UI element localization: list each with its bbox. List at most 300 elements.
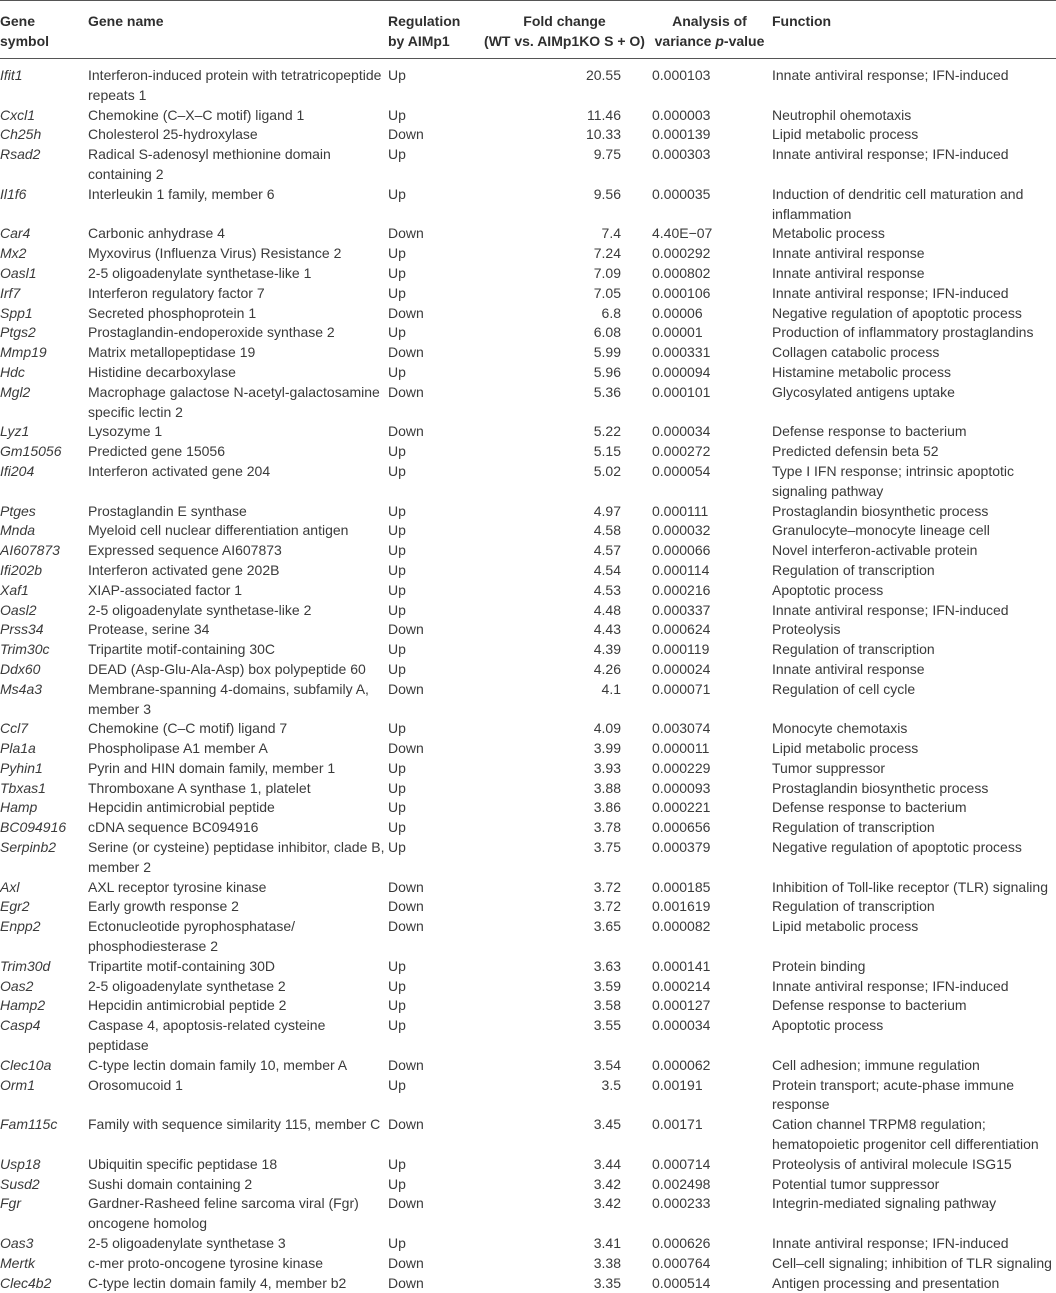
function-cell: Induction of dendritic cell maturation and inflammation xyxy=(770,185,1056,225)
p-value-cell: 0.00171 xyxy=(649,1115,770,1155)
gene-symbol-cell: BC094916 xyxy=(0,818,87,838)
regulation-cell: Up xyxy=(388,264,480,284)
gene-symbol-cell: Ccl7 xyxy=(0,719,87,739)
p-value-cell: 0.000626 xyxy=(649,1234,770,1254)
table-row xyxy=(0,739,1056,759)
table-row xyxy=(0,759,1056,779)
fold-change-cell: 3.59 xyxy=(480,977,649,997)
fold-change-cell: 6.8 xyxy=(480,304,649,324)
table-row xyxy=(0,601,1056,621)
fold-change-cell: 5.99 xyxy=(480,343,649,363)
function-cell: Regulation of cell cycle xyxy=(770,680,1056,720)
regulation-cell: Up xyxy=(388,601,480,621)
regulation-cell: Up xyxy=(388,323,480,343)
function-cell: Innate antiviral response xyxy=(770,244,1056,264)
header-anova-p-value: Analysis of variance p-value xyxy=(649,1,770,59)
function-cell: Innate antiviral response; IFN-induced xyxy=(770,145,1056,185)
gene-symbol-cell: Ifit1 xyxy=(0,59,87,106)
gene-symbol-cell: AI607873 xyxy=(0,541,87,561)
gene-name-cell: Interferon activated gene 202B xyxy=(87,561,388,581)
p-value-cell: 0.000062 xyxy=(649,1056,770,1076)
fold-change-cell: 4.57 xyxy=(480,541,649,561)
function-cell: Innate antiviral response xyxy=(770,264,1056,284)
gene-name-cell: Tripartite motif-containing 30D xyxy=(87,957,388,977)
gene-name-cell: Predicted gene 15056 xyxy=(87,442,388,462)
gene-symbol-cell: Susd2 xyxy=(0,1175,87,1195)
p-value-cell: 0.000034 xyxy=(649,422,770,442)
table-row xyxy=(0,185,1056,225)
fold-change-cell: 3.42 xyxy=(480,1194,649,1234)
table-row xyxy=(0,917,1056,957)
p-value-cell: 0.000127 xyxy=(649,996,770,1016)
p-value-cell: 0.000292 xyxy=(649,244,770,264)
p-value-cell: 0.000106 xyxy=(649,284,770,304)
gene-symbol-cell: Irf7 xyxy=(0,284,87,304)
gene-symbol-cell: Trim30c xyxy=(0,640,87,660)
regulation-cell: Down xyxy=(388,125,480,145)
regulation-cell: Up xyxy=(388,1155,480,1175)
gene-name-cell: c-mer proto-oncogene tyrosine kinase xyxy=(87,1254,388,1274)
p-value-cell: 0.000071 xyxy=(649,680,770,720)
function-cell: Integrin-mediated signaling pathway xyxy=(770,1194,1056,1234)
gene-name-cell: Interferon-induced protein with tetratricopeptide repeats 1 xyxy=(87,59,388,106)
gene-symbol-cell: Pla1a xyxy=(0,739,87,759)
gene-symbol-cell: Usp18 xyxy=(0,1155,87,1175)
regulation-cell: Up xyxy=(388,1016,480,1056)
gene-name-cell: Ubiquitin specific peptidase 18 xyxy=(87,1155,388,1175)
function-cell: Granulocyte–monocyte lineage cell xyxy=(770,521,1056,541)
regulation-cell: Up xyxy=(388,957,480,977)
table-row xyxy=(0,343,1056,363)
fold-change-cell: 3.72 xyxy=(480,878,649,898)
fold-change-cell: 3.38 xyxy=(480,1254,649,1274)
table-row xyxy=(0,581,1056,601)
fold-change-cell: 3.75 xyxy=(480,838,649,878)
regulation-cell: Up xyxy=(388,1175,480,1195)
table-row xyxy=(0,1016,1056,1056)
p-value-cell: 0.003074 xyxy=(649,719,770,739)
regulation-cell: Up xyxy=(388,798,480,818)
p-value-cell: 0.000093 xyxy=(649,779,770,799)
fold-change-cell: 9.56 xyxy=(480,185,649,225)
function-cell: Tumor suppressor xyxy=(770,759,1056,779)
p-value-cell: 0.000094 xyxy=(649,363,770,383)
gene-symbol-cell: Axl xyxy=(0,878,87,898)
gene-name-cell: Phospholipase A1 member A xyxy=(87,739,388,759)
table-row xyxy=(0,244,1056,264)
function-cell: Regulation of transcription xyxy=(770,640,1056,660)
gene-name-cell: C-type lectin domain family 4, member b2 xyxy=(87,1274,388,1293)
function-cell: Innate antiviral response; IFN-induced xyxy=(770,284,1056,304)
gene-symbol-cell: Gm15056 xyxy=(0,442,87,462)
function-cell: Neutrophil ohemotaxis xyxy=(770,106,1056,126)
gene-name-cell: Orosomucoid 1 xyxy=(87,1076,388,1116)
fold-change-cell: 4.48 xyxy=(480,601,649,621)
p-value-cell: 0.000082 xyxy=(649,917,770,957)
gene-name-cell: Family with sequence similarity 115, member C xyxy=(87,1115,388,1155)
gene-name-cell: Serine (or cysteine) peptidase inhibitor, clade B, member 2 xyxy=(87,838,388,878)
gene-name-cell: Pyrin and HIN domain family, member 1 xyxy=(87,759,388,779)
header-function: Function xyxy=(770,1,1056,59)
gene-symbol-cell: Prss34 xyxy=(0,620,87,640)
regulation-cell: Up xyxy=(388,818,480,838)
fold-change-cell: 3.65 xyxy=(480,917,649,957)
table-row xyxy=(0,106,1056,126)
fold-change-cell: 3.54 xyxy=(480,1056,649,1076)
gene-name-cell: Hepcidin antimicrobial peptide 2 xyxy=(87,996,388,1016)
gene-symbol-cell: Hamp xyxy=(0,798,87,818)
table-header xyxy=(0,1,1056,59)
regulation-cell: Down xyxy=(388,304,480,324)
gene-name-cell: Myxovirus (Influenza Virus) Resistance 2 xyxy=(87,244,388,264)
regulation-cell: Up xyxy=(388,502,480,522)
p-value-cell: 0.000514 xyxy=(649,1274,770,1293)
function-cell: Defense response to bacterium xyxy=(770,996,1056,1016)
gene-name-cell: Early growth response 2 xyxy=(87,897,388,917)
regulation-cell: Down xyxy=(388,1254,480,1274)
gene-symbol-cell: Mx2 xyxy=(0,244,87,264)
fold-change-cell: 7.09 xyxy=(480,264,649,284)
table-row xyxy=(0,284,1056,304)
table-row xyxy=(0,719,1056,739)
gene-name-cell: Interferon activated gene 204 xyxy=(87,462,388,502)
gene-name-cell: XIAP-associated factor 1 xyxy=(87,581,388,601)
regulation-cell: Down xyxy=(388,917,480,957)
table-row xyxy=(0,1194,1056,1234)
gene-name-cell: Cholesterol 25-hydroxylase xyxy=(87,125,388,145)
p-value-cell: 0.000139 xyxy=(649,125,770,145)
function-cell: Apoptotic process xyxy=(770,581,1056,601)
p-value-cell: 0.000119 xyxy=(649,640,770,660)
gene-name-cell: Myeloid cell nuclear differentiation antigen xyxy=(87,521,388,541)
gene-name-cell: AXL receptor tyrosine kinase xyxy=(87,878,388,898)
regulation-cell: Down xyxy=(388,422,480,442)
regulation-cell: Up xyxy=(388,541,480,561)
p-value-cell: 0.000229 xyxy=(649,759,770,779)
fold-change-cell: 3.45 xyxy=(480,1115,649,1155)
fold-change-cell: 7.24 xyxy=(480,244,649,264)
regulation-cell: Up xyxy=(388,462,480,502)
fold-change-cell: 3.42 xyxy=(480,1175,649,1195)
p-value-cell: 0.000024 xyxy=(649,660,770,680)
function-cell: Metabolic process xyxy=(770,224,1056,244)
p-value-cell: 0.00001 xyxy=(649,323,770,343)
function-cell: Prostaglandin biosynthetic process xyxy=(770,779,1056,799)
p-value-cell: 0.000764 xyxy=(649,1254,770,1274)
p-value-cell: 0.000101 xyxy=(649,383,770,423)
fold-change-cell: 5.36 xyxy=(480,383,649,423)
function-cell: Defense response to bacterium xyxy=(770,422,1056,442)
table-row xyxy=(0,521,1056,541)
function-cell: Type I IFN response; intrinsic apoptotic signaling pathway xyxy=(770,462,1056,502)
function-cell: Regulation of transcription xyxy=(770,818,1056,838)
table-row xyxy=(0,1115,1056,1155)
gene-name-cell: Secreted phosphoprotein 1 xyxy=(87,304,388,324)
gene-name-cell: 2-5 oligoadenylate synthetase 2 xyxy=(87,977,388,997)
gene-symbol-cell: Casp4 xyxy=(0,1016,87,1056)
fold-change-cell: 4.43 xyxy=(480,620,649,640)
table-row xyxy=(0,640,1056,660)
fold-change-cell: 3.55 xyxy=(480,1016,649,1056)
regulation-cell: Up xyxy=(388,442,480,462)
table-row xyxy=(0,264,1056,284)
regulation-cell: Up xyxy=(388,1076,480,1116)
function-cell: Cell adhesion; immune regulation xyxy=(770,1056,1056,1076)
p-value-cell: 0.000185 xyxy=(649,878,770,898)
p-value-cell: 0.000103 xyxy=(649,59,770,106)
function-cell: Protein binding xyxy=(770,957,1056,977)
gene-name-cell: 2-5 oligoadenylate synthetase-like 2 xyxy=(87,601,388,621)
table-row xyxy=(0,897,1056,917)
table-row xyxy=(0,1234,1056,1254)
table-row xyxy=(0,957,1056,977)
fold-change-cell: 11.46 xyxy=(480,106,649,126)
p-value-cell: 0.000114 xyxy=(649,561,770,581)
gene-symbol-cell: Hdc xyxy=(0,363,87,383)
p-value-cell: 0.000379 xyxy=(649,838,770,878)
gene-name-cell: Sushi domain containing 2 xyxy=(87,1175,388,1195)
p-value-cell: 0.000003 xyxy=(649,106,770,126)
gene-symbol-cell: Pyhin1 xyxy=(0,759,87,779)
p-value-cell: 0.00006 xyxy=(649,304,770,324)
p-value-cell: 0.000331 xyxy=(649,343,770,363)
header-regulation: Regulation by AIMp1 xyxy=(388,1,480,59)
gene-name-cell: Membrane-spanning 4-domains, subfamily A, member 3 xyxy=(87,680,388,720)
regulation-cell: Up xyxy=(388,838,480,878)
table-row xyxy=(0,838,1056,878)
table-row xyxy=(0,680,1056,720)
gene-symbol-cell: Oas3 xyxy=(0,1234,87,1254)
regulation-cell: Up xyxy=(388,640,480,660)
regulation-cell: Down xyxy=(388,1194,480,1234)
gene-symbol-cell: Ch25h xyxy=(0,125,87,145)
table-row xyxy=(0,59,1056,106)
gene-name-cell: Macrophage galactose N-acetyl-galactosamine specific lectin 2 xyxy=(87,383,388,423)
regulation-cell: Down xyxy=(388,224,480,244)
regulation-cell: Up xyxy=(388,59,480,106)
gene-symbol-cell: Tbxas1 xyxy=(0,779,87,799)
gene-symbol-cell: Ptges xyxy=(0,502,87,522)
table-row xyxy=(0,541,1056,561)
fold-change-cell: 3.78 xyxy=(480,818,649,838)
fold-change-cell: 6.08 xyxy=(480,323,649,343)
table-row xyxy=(0,561,1056,581)
table-row xyxy=(0,224,1056,244)
gene-symbol-cell: Oasl1 xyxy=(0,264,87,284)
table-row xyxy=(0,1254,1056,1274)
header-gene-symbol: Gene symbol xyxy=(0,1,87,59)
regulation-cell: Up xyxy=(388,759,480,779)
p-value-cell: 0.000656 xyxy=(649,818,770,838)
gene-symbol-cell: Spp1 xyxy=(0,304,87,324)
fold-change-cell: 4.26 xyxy=(480,660,649,680)
fold-change-cell: 3.5 xyxy=(480,1076,649,1116)
table-row xyxy=(0,1175,1056,1195)
fold-change-cell: 3.35 xyxy=(480,1274,649,1293)
table-row xyxy=(0,1274,1056,1293)
gene-name-cell: cDNA sequence BC094916 xyxy=(87,818,388,838)
gene-symbol-cell: Lyz1 xyxy=(0,422,87,442)
function-cell: Proteolysis xyxy=(770,620,1056,640)
regulation-cell: Up xyxy=(388,244,480,264)
fold-change-cell: 4.58 xyxy=(480,521,649,541)
function-cell: Innate antiviral response; IFN-induced xyxy=(770,977,1056,997)
regulation-cell: Down xyxy=(388,343,480,363)
table-row xyxy=(0,422,1056,442)
regulation-cell: Down xyxy=(388,878,480,898)
function-cell: Antigen processing and presentation xyxy=(770,1274,1056,1293)
gene-symbol-cell: Egr2 xyxy=(0,897,87,917)
table-row xyxy=(0,125,1056,145)
gene-symbol-cell: Fgr xyxy=(0,1194,87,1234)
p-value-cell: 0.000034 xyxy=(649,1016,770,1056)
fold-change-cell: 4.09 xyxy=(480,719,649,739)
function-cell: Collagen catabolic process xyxy=(770,343,1056,363)
gene-name-cell: Interferon regulatory factor 7 xyxy=(87,284,388,304)
p-value-cell: 0.00191 xyxy=(649,1076,770,1116)
gene-symbol-cell: Mnda xyxy=(0,521,87,541)
fold-change-cell: 4.97 xyxy=(480,502,649,522)
function-cell: Protein transport; acute-phase immune response xyxy=(770,1076,1056,1116)
fold-change-cell: 4.54 xyxy=(480,561,649,581)
gene-name-cell: C-type lectin domain family 10, member A xyxy=(87,1056,388,1076)
p-value-cell: 0.000214 xyxy=(649,977,770,997)
gene-symbol-cell: Clec10a xyxy=(0,1056,87,1076)
fold-change-cell: 3.99 xyxy=(480,739,649,759)
fold-change-cell: 3.88 xyxy=(480,779,649,799)
regulation-cell: Up xyxy=(388,719,480,739)
table-row xyxy=(0,462,1056,502)
function-cell: Cell–cell signaling; inhibition of TLR signaling xyxy=(770,1254,1056,1274)
gene-symbol-cell: Ifi204 xyxy=(0,462,87,502)
p-value-cell: 4.40E−07 xyxy=(649,224,770,244)
table-row xyxy=(0,977,1056,997)
p-value-cell: 0.000272 xyxy=(649,442,770,462)
p-value-cell: 0.000011 xyxy=(649,739,770,759)
gene-name-cell: Chemokine (C–C motif) ligand 7 xyxy=(87,719,388,739)
gene-name-cell: 2-5 oligoadenylate synthetase 3 xyxy=(87,1234,388,1254)
fold-change-cell: 5.96 xyxy=(480,363,649,383)
p-value-cell: 0.002498 xyxy=(649,1175,770,1195)
p-value-cell: 0.001619 xyxy=(649,897,770,917)
regulation-cell: Down xyxy=(388,620,480,640)
fold-change-cell: 3.72 xyxy=(480,897,649,917)
gene-name-cell: Protease, serine 34 xyxy=(87,620,388,640)
fold-change-cell: 20.55 xyxy=(480,59,649,106)
gene-symbol-cell: Ms4a3 xyxy=(0,680,87,720)
p-value-cell: 0.000141 xyxy=(649,957,770,977)
gene-name-cell: Carbonic anhydrase 4 xyxy=(87,224,388,244)
gene-symbol-cell: Xaf1 xyxy=(0,581,87,601)
function-cell: Inhibition of Toll-like receptor (TLR) signaling xyxy=(770,878,1056,898)
gene-symbol-cell: Enpp2 xyxy=(0,917,87,957)
fold-change-cell: 3.44 xyxy=(480,1155,649,1175)
table-body xyxy=(0,59,1056,1293)
table-row xyxy=(0,304,1056,324)
gene-name-cell: Caspase 4, apoptosis-related cysteine peptidase xyxy=(87,1016,388,1056)
regulation-cell: Down xyxy=(388,1056,480,1076)
gene-name-cell: Prostaglandin E synthase xyxy=(87,502,388,522)
function-cell: Monocyte chemotaxis xyxy=(770,719,1056,739)
function-cell: Regulation of transcription xyxy=(770,561,1056,581)
gene-name-cell: Expressed sequence AI607873 xyxy=(87,541,388,561)
gene-name-cell: Radical S-adenosyl methionine domain containing 2 xyxy=(87,145,388,185)
gene-symbol-cell: Orm1 xyxy=(0,1076,87,1116)
p-value-cell: 0.000233 xyxy=(649,1194,770,1234)
function-cell: Innate antiviral response xyxy=(770,660,1056,680)
regulation-cell: Up xyxy=(388,106,480,126)
function-cell: Lipid metabolic process xyxy=(770,739,1056,759)
fold-change-cell: 5.15 xyxy=(480,442,649,462)
regulation-cell: Down xyxy=(388,680,480,720)
fold-change-cell: 3.86 xyxy=(480,798,649,818)
function-cell: Glycosylated antigens uptake xyxy=(770,383,1056,423)
table-row xyxy=(0,818,1056,838)
gene-name-cell: Thromboxane A synthase 1, platelet xyxy=(87,779,388,799)
fold-change-cell: 3.93 xyxy=(480,759,649,779)
function-cell: Predicted defensin beta 52 xyxy=(770,442,1056,462)
regulation-cell: Up xyxy=(388,145,480,185)
function-cell: Defense response to bacterium xyxy=(770,798,1056,818)
table-row xyxy=(0,779,1056,799)
regulation-cell: Down xyxy=(388,897,480,917)
regulation-cell: Down xyxy=(388,1274,480,1293)
function-cell: Novel interferon-activable protein xyxy=(770,541,1056,561)
fold-change-cell: 5.02 xyxy=(480,462,649,502)
gene-symbol-cell: Rsad2 xyxy=(0,145,87,185)
p-value-cell: 0.000216 xyxy=(649,581,770,601)
function-cell: Apoptotic process xyxy=(770,1016,1056,1056)
gene-name-cell: Hepcidin antimicrobial peptide xyxy=(87,798,388,818)
gene-symbol-cell: Serpinb2 xyxy=(0,838,87,878)
gene-name-cell: Lysozyme 1 xyxy=(87,422,388,442)
function-cell: Prostaglandin biosynthetic process xyxy=(770,502,1056,522)
function-cell: Innate antiviral response; IFN-induced xyxy=(770,1234,1056,1254)
gene-name-cell: Interleukin 1 family, member 6 xyxy=(87,185,388,225)
table-row xyxy=(0,660,1056,680)
function-cell: Innate antiviral response; IFN-induced xyxy=(770,601,1056,621)
gene-symbol-cell: Fam115c xyxy=(0,1115,87,1155)
p-value-cell: 0.000303 xyxy=(649,145,770,185)
fold-change-cell: 7.4 xyxy=(480,224,649,244)
function-cell: Innate antiviral response; IFN-induced xyxy=(770,59,1056,106)
regulation-cell: Down xyxy=(388,1115,480,1155)
regulation-cell: Down xyxy=(388,383,480,423)
regulation-cell: Up xyxy=(388,1234,480,1254)
gene-symbol-cell: Hamp2 xyxy=(0,996,87,1016)
function-cell: Lipid metabolic process xyxy=(770,125,1056,145)
table-row xyxy=(0,363,1056,383)
function-cell: Cation channel TRPM8 regulation; hematopoietic progenitor cell differentiation xyxy=(770,1115,1056,1155)
fold-change-cell: 5.22 xyxy=(480,422,649,442)
table-row xyxy=(0,442,1056,462)
gene-name-cell: DEAD (Asp-Glu-Ala-Asp) box polypeptide 60 xyxy=(87,660,388,680)
table-row xyxy=(0,996,1056,1016)
regulation-cell: Up xyxy=(388,779,480,799)
regulation-cell: Up xyxy=(388,581,480,601)
gene-symbol-cell: Oasl2 xyxy=(0,601,87,621)
table-row xyxy=(0,383,1056,423)
fold-change-cell: 3.63 xyxy=(480,957,649,977)
gene-symbol-cell: Clec4b2 xyxy=(0,1274,87,1293)
fold-change-cell: 3.41 xyxy=(480,1234,649,1254)
gene-name-cell: 2-5 oligoadenylate synthetase-like 1 xyxy=(87,264,388,284)
regulation-cell: Up xyxy=(388,284,480,304)
p-value-cell: 0.000337 xyxy=(649,601,770,621)
p-value-cell: 0.000624 xyxy=(649,620,770,640)
gene-symbol-cell: Ptgs2 xyxy=(0,323,87,343)
gene-name-cell: Histidine decarboxylase xyxy=(87,363,388,383)
